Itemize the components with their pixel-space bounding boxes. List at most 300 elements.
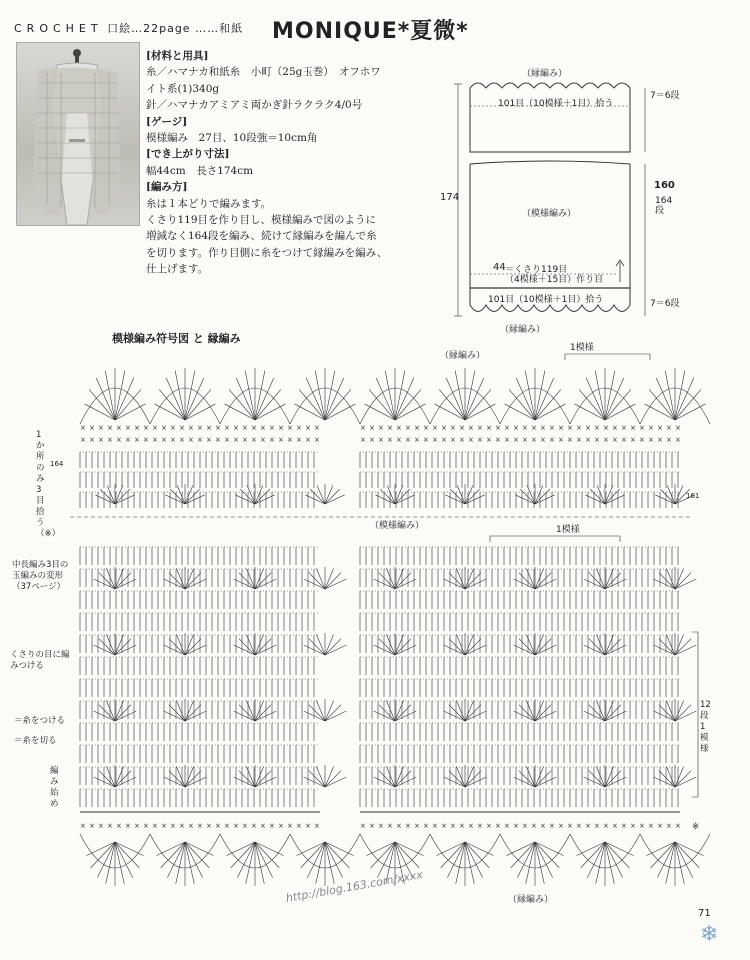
edge-fan-stitch <box>255 842 284 856</box>
x-stitch: × <box>468 424 474 432</box>
shell-stitch <box>666 568 675 589</box>
shell-stitch <box>325 700 334 721</box>
edge-fan-stitch <box>535 378 554 420</box>
chart-left-note: 1か所のみ3目拾う（※） <box>36 430 61 539</box>
x-stitch: × <box>522 822 528 830</box>
edge-fan-stitch <box>185 842 194 884</box>
edge-fan-stitch <box>595 371 605 420</box>
edge-fan-stitch <box>175 371 185 420</box>
shell-stitch <box>514 711 535 721</box>
shell-stitch <box>304 645 325 655</box>
shell-stitch <box>316 700 325 721</box>
shell-stitch <box>374 579 395 589</box>
x-stitch: × <box>666 822 672 830</box>
edge-fan-stitch <box>505 404 535 420</box>
shell-stitch <box>660 489 675 504</box>
shell-stitch <box>675 700 684 721</box>
shell-stitch <box>519 705 535 721</box>
edge-fan-stitch <box>306 378 325 420</box>
shell-stitch <box>309 573 325 589</box>
watermark: http://blog.163.com/xxxx <box>284 868 424 905</box>
edge-fan-stitch <box>96 378 115 420</box>
schematic-edge-bottom: （縁編み） <box>500 325 546 335</box>
edge-fan-stitch <box>185 404 215 420</box>
x-stitch: × <box>116 424 122 432</box>
x-stitch: × <box>125 436 131 444</box>
shell-stitch <box>310 489 325 504</box>
shell-stitch <box>666 634 675 655</box>
shell-stitch <box>666 766 675 787</box>
x-stitch: × <box>278 424 284 432</box>
x-stitch: × <box>675 436 681 444</box>
shell-stitch <box>94 777 115 787</box>
edge-fan-stitch <box>89 389 115 420</box>
shell-stitch <box>395 573 411 589</box>
x-stitch: × <box>621 424 627 432</box>
x-stitch: × <box>630 822 636 830</box>
shell-stitch <box>386 700 395 721</box>
x-stitch: × <box>603 822 609 830</box>
x-stitch: × <box>233 822 239 830</box>
x-stitch: × <box>486 436 492 444</box>
edge-fan-stitch <box>185 842 214 856</box>
x-stitch: × <box>639 822 645 830</box>
x-stitch: × <box>504 822 510 830</box>
x-stitch: × <box>405 424 411 432</box>
x-stitch: × <box>495 822 501 830</box>
shell-stitch <box>255 777 276 787</box>
shell-stitch <box>316 766 325 787</box>
mannequin-icon <box>17 43 139 225</box>
edge-fan-stitch <box>185 371 195 420</box>
schematic-chain: ＝くさり119目 <box>505 265 568 275</box>
shell-stitch <box>176 568 185 589</box>
gauge-heading: [ゲージ] <box>146 115 188 128</box>
edge-fan-stitch <box>465 842 483 878</box>
x-stitch: × <box>116 822 122 830</box>
edge-fan-stitch <box>325 371 335 420</box>
shell-stitch <box>589 705 605 721</box>
edge-fan-stitch <box>535 389 561 420</box>
x-stitch: × <box>621 822 627 830</box>
materials-heading: [材料と用具] <box>146 50 209 62</box>
shell-stitch <box>176 766 185 787</box>
edge-fan-stitch <box>245 371 255 420</box>
chart-repeat-rows: 12段1模様 <box>700 700 711 754</box>
shell-stitch <box>240 489 255 504</box>
shell-stitch <box>659 639 675 655</box>
edge-fan-stitch <box>675 389 701 420</box>
x-stitch: × <box>378 424 384 432</box>
shell-stitch <box>605 771 621 787</box>
shell-stitch <box>255 489 270 504</box>
x-stitch: × <box>513 822 519 830</box>
x-stitch: × <box>260 424 266 432</box>
x-stitch: × <box>215 822 221 830</box>
method-line-1: 糸は１本どりで編みます。 <box>146 197 272 210</box>
shell-stitch <box>309 771 325 787</box>
shell-stitch <box>465 489 480 504</box>
x-stitch: × <box>594 822 600 830</box>
x-stitch: × <box>450 436 456 444</box>
edge-fan-stitch <box>516 378 535 420</box>
edge-fan-stitch <box>675 378 694 420</box>
shell-stitch <box>659 771 675 787</box>
shell-stitch <box>379 639 395 655</box>
edge-fan-stitch <box>255 404 285 420</box>
edge-fan-stitch <box>97 842 115 878</box>
shell-stitch <box>94 579 115 589</box>
x-stitch: × <box>531 822 537 830</box>
brand-label: CROCHET <box>14 22 103 35</box>
x-stitch: × <box>549 424 555 432</box>
shell-stitch <box>675 771 691 787</box>
x-stitch: × <box>468 436 474 444</box>
shell-stitch <box>316 634 325 655</box>
method-line-3: 増減なく164段を編み、続けて縁編みを編んで糸 <box>146 230 377 243</box>
shell-stitch <box>386 766 395 787</box>
shell-stitch <box>666 700 675 721</box>
shell-stitch <box>395 705 411 721</box>
edge-fan-stitch <box>115 371 125 420</box>
repeat-bracket-mid <box>490 536 620 542</box>
edge-fan-stitch <box>325 404 355 420</box>
shell-stitch <box>535 777 556 787</box>
x-stitch: × <box>80 436 86 444</box>
shell-stitch <box>325 705 341 721</box>
edge-fan-stitch <box>446 378 465 420</box>
shell-stitch <box>115 711 136 721</box>
edge-fan-stitch <box>675 842 684 884</box>
shell-stitch <box>106 766 115 787</box>
shell-stitch <box>325 711 346 721</box>
x-stitch: × <box>504 424 510 432</box>
x-stitch: × <box>260 436 266 444</box>
shell-stitch <box>456 766 465 787</box>
shell-stitch <box>519 771 535 787</box>
snowflake-icon: ❄ <box>700 922 719 947</box>
shell-stitch <box>379 771 395 787</box>
x-stitch: × <box>558 822 564 830</box>
shell-stitch <box>316 568 325 589</box>
shell-stitch <box>185 771 201 787</box>
edge-fan-stitch <box>535 842 564 856</box>
shell-stitch <box>465 705 481 721</box>
edge-fan-stitch <box>115 842 144 856</box>
edge-fan-stitch <box>325 389 351 420</box>
x-stitch: × <box>576 424 582 432</box>
edge-fan-stitch <box>255 389 281 420</box>
x-stitch: × <box>441 822 447 830</box>
edge-fan-stitch <box>246 842 255 884</box>
x-stitch: × <box>459 424 465 432</box>
shell-stitch <box>535 568 544 589</box>
x-stitch: × <box>242 822 248 830</box>
shell-stitch <box>395 771 411 787</box>
edge-fan-stitch <box>649 389 675 420</box>
x-stitch: × <box>495 436 501 444</box>
shell-stitch <box>584 645 605 655</box>
schematic-stitches-bottom: 101目（10模様＋1目）拾う <box>488 295 604 305</box>
chart-title: 模様編み符号図 と 縁編み <box>112 332 241 345</box>
x-stitch: × <box>549 822 555 830</box>
edge-fan-stitch <box>167 842 185 878</box>
x-stitch: × <box>215 436 221 444</box>
edge-fan-stitch <box>605 371 615 420</box>
shell-stitch <box>239 705 255 721</box>
x-stitch: × <box>251 424 257 432</box>
x-stitch: × <box>567 436 573 444</box>
shell-stitch <box>395 777 416 787</box>
edge-fan-stitch <box>575 404 605 420</box>
x-stitch: × <box>531 424 537 432</box>
shell-stitch <box>304 579 325 589</box>
shell-stitch <box>99 705 115 721</box>
x-stitch: × <box>179 424 185 432</box>
x-stitch: × <box>170 424 176 432</box>
edge-fan-stitch <box>439 389 465 420</box>
x-stitch: × <box>594 424 600 432</box>
shell-stitch <box>449 705 465 721</box>
x-stitch: × <box>675 424 681 432</box>
legend-chain-join: くさりの目に編みつける <box>10 650 70 671</box>
x-stitch: × <box>612 822 618 830</box>
shell-stitch <box>465 766 474 787</box>
x-stitch: × <box>648 436 654 444</box>
x-stitch: × <box>251 436 257 444</box>
shell-stitch <box>115 489 130 504</box>
x-stitch: × <box>269 822 275 830</box>
x-stitch: × <box>594 436 600 444</box>
edge-fan-stitch <box>226 842 255 856</box>
shell-stitch <box>535 771 551 787</box>
shell-stitch <box>325 777 346 787</box>
edge-fan-stitch <box>155 404 185 420</box>
edge-fan-stitch <box>465 371 475 420</box>
page-header <box>14 20 243 36</box>
x-stitch: × <box>630 424 636 432</box>
shell-stitch <box>99 639 115 655</box>
edge-fan-stitch <box>115 842 133 878</box>
shell-stitch <box>169 705 185 721</box>
edge-fan-stitch <box>115 378 134 420</box>
schematic-body-rows-a: 160 <box>654 180 675 191</box>
schematic-width: 44 <box>493 262 506 273</box>
x-stitch: × <box>233 424 239 432</box>
edge-fan-stitch <box>535 842 544 884</box>
x-stitch: × <box>423 822 429 830</box>
edge-fan-stitch <box>605 378 624 420</box>
x-stitch: × <box>143 424 149 432</box>
edge-fan-stitch <box>436 842 465 856</box>
shell-stitch <box>100 489 115 504</box>
x-stitch: × <box>134 424 140 432</box>
shell-stitch <box>675 568 684 589</box>
shell-stitch <box>169 573 185 589</box>
x-stitch: × <box>134 436 140 444</box>
x-stitch: × <box>179 436 185 444</box>
x-stitch: × <box>387 424 393 432</box>
shell-stitch <box>169 771 185 787</box>
x-stitch: × <box>387 822 393 830</box>
x-stitch: × <box>360 822 366 830</box>
shell-stitch <box>325 766 334 787</box>
x-stitch: × <box>224 822 230 830</box>
x-stitch: × <box>278 822 284 830</box>
shell-stitch <box>185 573 201 589</box>
shell-stitch <box>185 634 194 655</box>
x-stitch: × <box>486 822 492 830</box>
edge-fan-stitch <box>307 842 325 878</box>
edge-fan-stitch <box>106 842 115 884</box>
edge-fan-stitch <box>509 389 535 420</box>
edge-fan-stitch <box>605 842 623 878</box>
x-stitch: × <box>387 436 393 444</box>
x-stitch: × <box>197 424 203 432</box>
edge-fan-stitch <box>255 378 274 420</box>
shell-stitch <box>519 573 535 589</box>
shell-stitch <box>535 766 544 787</box>
x-stitch: × <box>378 822 384 830</box>
x-stitch: × <box>576 436 582 444</box>
x-stitch: × <box>513 424 519 432</box>
shell-stitch <box>465 573 481 589</box>
x-stitch: × <box>98 436 104 444</box>
shell-stitch <box>185 700 194 721</box>
edge-fan-stitch <box>395 371 405 420</box>
x-stitch: × <box>278 436 284 444</box>
schematic-rows-bottom: 7＝6段 <box>650 299 680 309</box>
edge-fan-stitch <box>325 842 334 884</box>
shell-stitch <box>115 579 136 589</box>
edge-fan-stitch <box>115 842 124 884</box>
edge-fan-stitch <box>159 389 185 420</box>
edge-fan-stitch <box>366 842 395 856</box>
page-number: 71 <box>698 908 711 919</box>
x-stitch: × <box>89 424 95 432</box>
x-stitch: × <box>242 436 248 444</box>
edge-fan-stitch <box>455 371 465 420</box>
x-stitch: × <box>143 822 149 830</box>
x-stitch: × <box>251 822 257 830</box>
shell-stitch <box>185 489 200 504</box>
shell-stitch <box>596 700 605 721</box>
shell-stitch <box>584 711 605 721</box>
shell-stitch <box>304 777 325 787</box>
legend-cut-yarn: ＝糸を切る <box>14 736 57 746</box>
x-stitch: × <box>224 436 230 444</box>
x-stitch: × <box>549 436 555 444</box>
shell-stitch <box>185 568 194 589</box>
x-stitch: × <box>89 822 95 830</box>
shell-stitch <box>659 705 675 721</box>
x-stitch: × <box>80 424 86 432</box>
x-stitch: × <box>585 436 591 444</box>
x-stitch: × <box>161 424 167 432</box>
x-stitch: × <box>188 424 194 432</box>
edge-fan-stitch <box>657 842 675 878</box>
method-heading: [編み方] <box>146 181 188 194</box>
x-stitch: × <box>107 424 113 432</box>
x-stitch: × <box>260 822 266 830</box>
shell-stitch <box>374 777 395 787</box>
materials-line-2: イト系(1)340g <box>146 82 220 95</box>
chart-edge-label-top: （縁編み） <box>440 351 486 361</box>
shell-stitch <box>456 568 465 589</box>
x-stitch: × <box>287 424 293 432</box>
shell-stitch <box>94 711 115 721</box>
x-stitch: × <box>441 436 447 444</box>
shell-stitch <box>176 700 185 721</box>
shell-stitch <box>395 711 416 721</box>
legend-puff-stitch: 中長編み3目の玉編みの変形（37ページ） <box>12 560 69 592</box>
shell-stitch <box>456 700 465 721</box>
x-stitch: × <box>170 436 176 444</box>
page-ref: 口絵…22page ……和紙 <box>107 22 244 35</box>
shell-stitch <box>465 700 474 721</box>
x-stitch: × <box>657 436 663 444</box>
shell-stitch <box>325 645 346 655</box>
x-stitch: × <box>206 436 212 444</box>
edge-fan-stitch <box>645 404 675 420</box>
shell-stitch <box>255 711 276 721</box>
x-stitch: × <box>432 436 438 444</box>
shell-stitch <box>255 645 276 655</box>
repeat-bracket-top <box>565 354 650 360</box>
edge-fan-stitch <box>535 371 545 420</box>
x-stitch: × <box>269 424 275 432</box>
shell-stitch <box>675 766 684 787</box>
shell-stitch <box>449 771 465 787</box>
edge-fan-stitch <box>237 842 255 878</box>
edge-fan-stitch <box>535 842 553 878</box>
shell-stitch <box>106 700 115 721</box>
x-stitch: × <box>639 424 645 432</box>
x-stitch: × <box>459 822 465 830</box>
shell-stitch <box>234 645 255 655</box>
x-stitch: × <box>233 436 239 444</box>
shell-stitch <box>465 771 481 787</box>
edge-fan-stitch <box>465 404 495 420</box>
shell-stitch <box>380 489 395 504</box>
x-stitch: × <box>603 436 609 444</box>
x-stitch: × <box>468 822 474 830</box>
shell-stitch <box>596 766 605 787</box>
materials-line-3: 針／ハマナカアミアミ両かぎ針ラクラク4/0号 <box>146 99 363 112</box>
shell-stitch <box>99 771 115 787</box>
x-stitch: × <box>170 822 176 830</box>
edge-fan-stitch <box>675 371 685 420</box>
edge-fan-stitch <box>395 378 414 420</box>
edge-fan-stitch <box>605 842 614 884</box>
edge-fan-stitch <box>255 842 273 878</box>
x-stitch: × <box>80 822 86 830</box>
crochet-symbol-chart <box>20 342 730 912</box>
edge-fan-stitch <box>166 378 185 420</box>
shell-stitch <box>519 639 535 655</box>
edge-fan-stitch <box>185 842 203 878</box>
x-stitch: × <box>314 436 320 444</box>
schematic-length: 174 <box>440 192 460 203</box>
shell-stitch <box>605 711 626 721</box>
size-line-1: 幅44cm 長さ174cm <box>146 164 254 177</box>
shell-stitch <box>596 568 605 589</box>
x-stitch: × <box>360 424 366 432</box>
edge-fan-stitch <box>506 842 535 856</box>
edge-fan-stitch <box>646 842 675 856</box>
method-line-2: くさり119目を作り目し、模様編みで図のように <box>146 214 377 227</box>
x-stitch: × <box>540 436 546 444</box>
